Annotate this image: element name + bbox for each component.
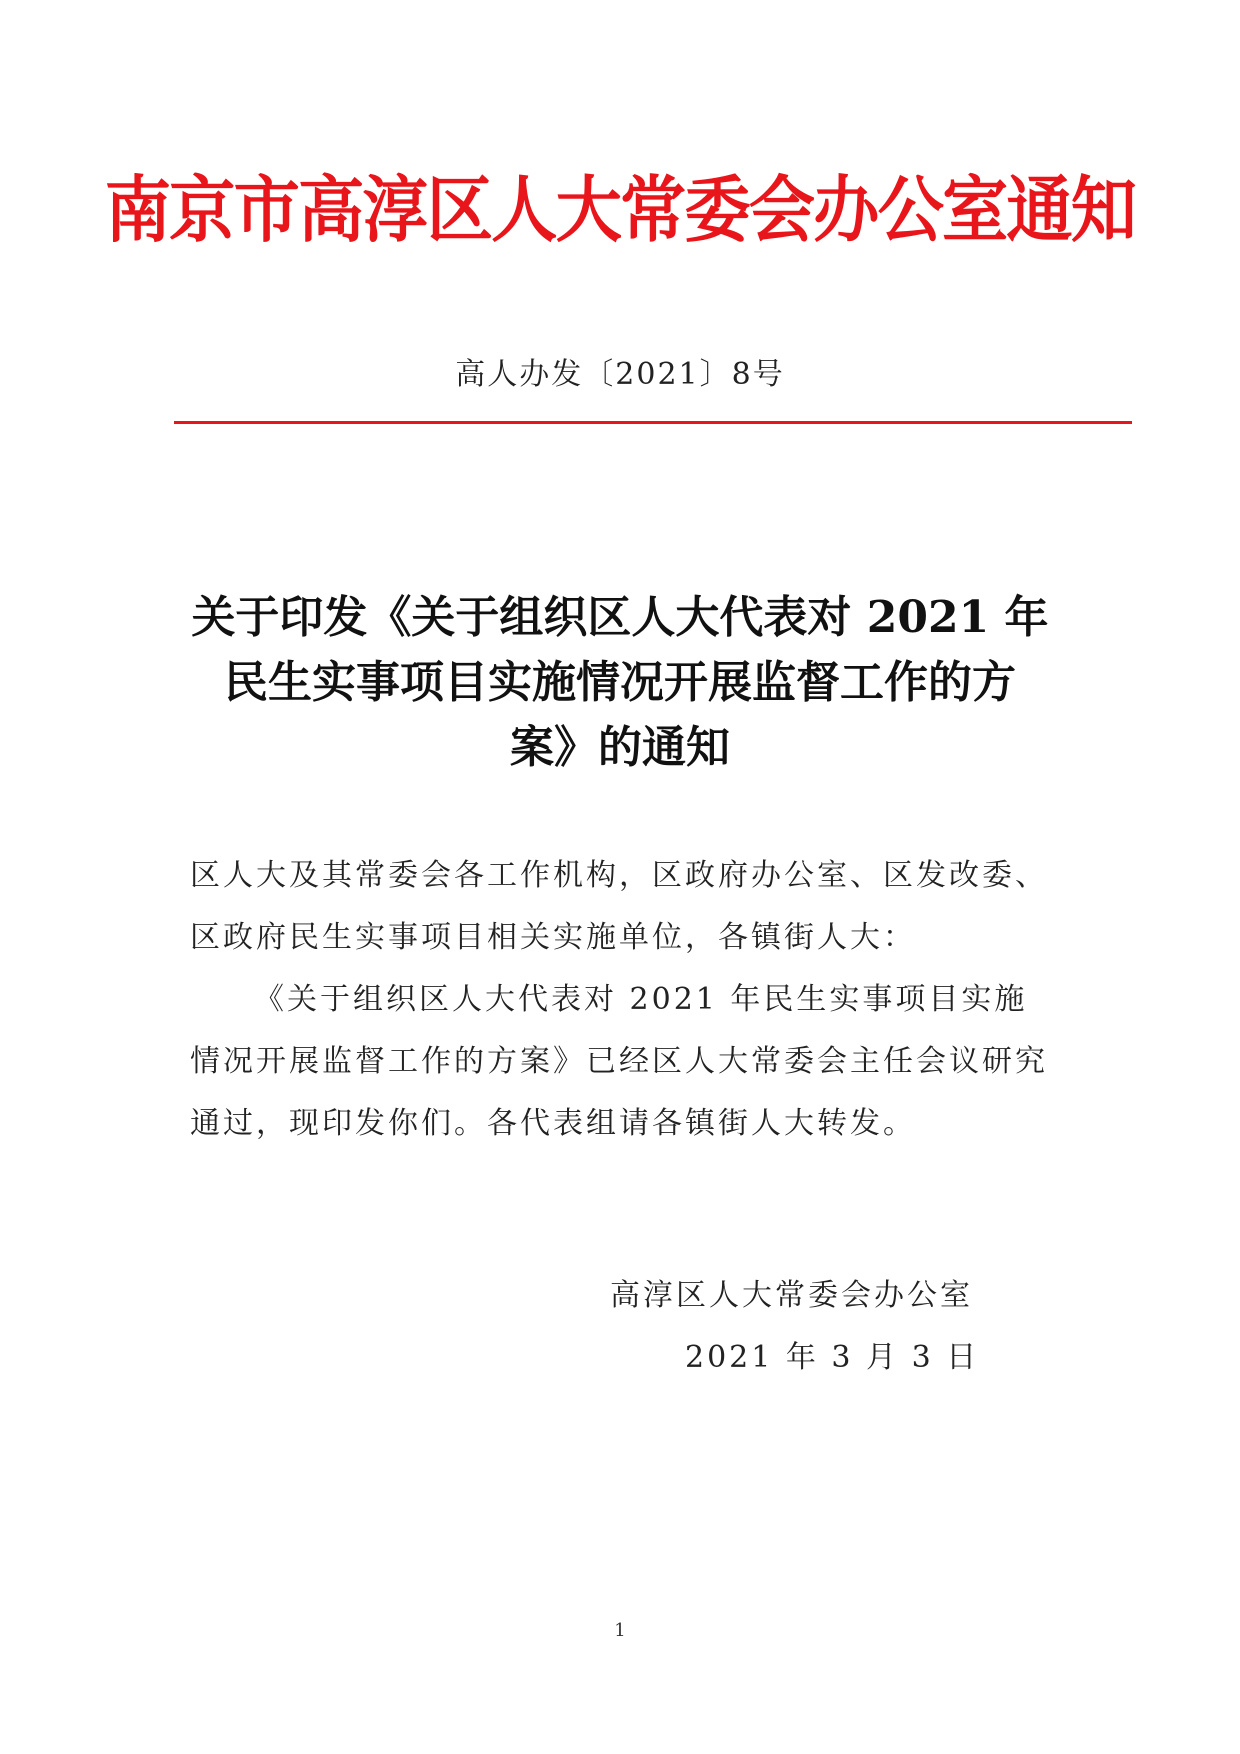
document-title-line: 案》的通知 [510,722,730,773]
header-divider [174,421,1132,424]
signature-date: 2021 年 3 月 3 日 [685,1340,980,1375]
document-title-line: 关于印发《关于组织区人大代表对 2021 年 [191,592,1049,643]
page-number: 1 [614,1620,626,1641]
signature-block [610,1265,1010,1389]
recipients-paragraph: 区人大及其常委会各工作机构，区政府办公室、区发改委、区政府民生实事项目相关实施单位，各镇街人大： [190,858,1048,955]
document-number: 高人办发〔2021〕8号 [455,357,785,392]
signature-organization: 高淳区人大常委会办公室 [610,1278,973,1313]
document-title-line: 民生实事项目实施情况开展监督工作的方 [224,657,1016,708]
body-paragraph: 《关于组织区人大代表对 2021 年民生实事项目实施情况开展监督工作的方案》已经区人大常委会主任会议研究通过，现印发你们。各代表组请各镇街人大转发。 [190,982,1048,1141]
header-title: 南京市高淳区人大常委会办公室通知 [104,168,1136,252]
document-body [190,845,1050,1155]
document-title [180,585,1060,780]
